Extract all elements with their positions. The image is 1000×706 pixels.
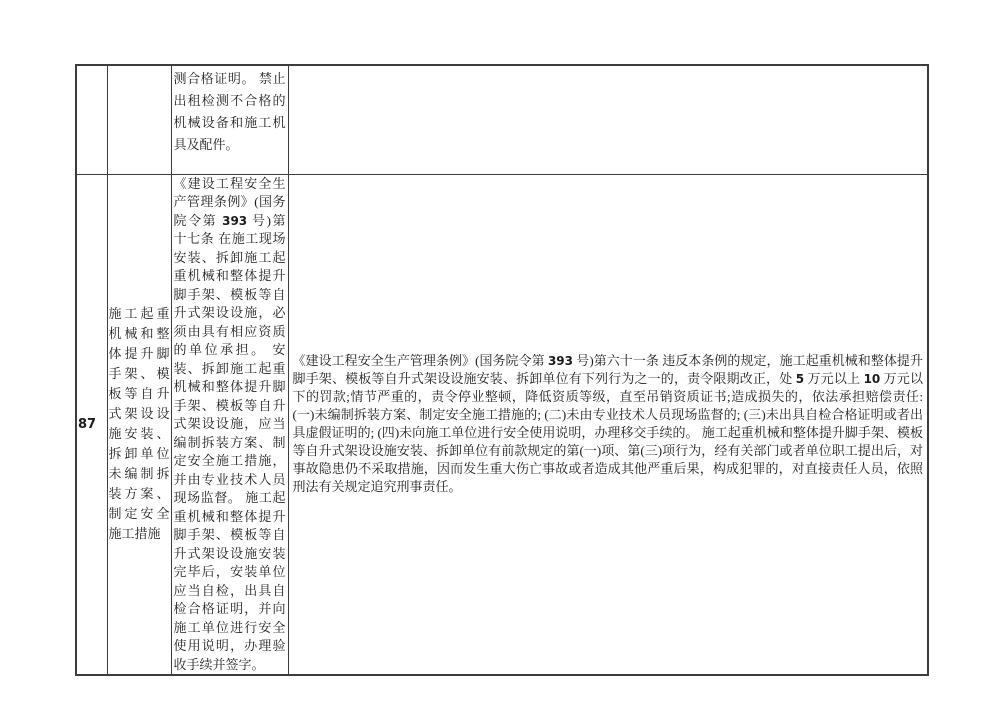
violation-cell bbox=[107, 65, 171, 174]
penalty-cell bbox=[288, 65, 928, 174]
regulation-table bbox=[75, 64, 929, 676]
row-number-cell bbox=[76, 65, 107, 174]
legal-basis-cell: 测合格证明。 禁止出租检测不合格的机械设备和施工机具及配件。 bbox=[171, 65, 288, 174]
legal-basis-cell: 《建设工程安全生产管理条例》(国务院令第 393 号)第十七条 在施工现场安装、拆卸施工起重机械和整体提升脚手架、模板等自升式架设设施，必须由具有相应资质的单位承担。 安装、拆卸施工起重机械和整体提升脚手架、模板等自升式架设设施，应当编制拆装方案、制定安全施工措施，并由专业技术人员现场监督。 施工起重机械和整体提升脚手架、模板等自升式架设设施安装完毕后，安装单位应当自检，出具自检合格证明，并向施工单位进行安全使用说明，办理验收手续并签字。 bbox=[171, 174, 288, 675]
violation-cell: 施工起重机械和整体提升脚手架、模板等自升式架设设施安装、拆卸单位未编制拆装方案、制定安全施工措施 bbox=[107, 174, 171, 675]
penalty-cell: 《建设工程安全生产管理条例》(国务院令第 393 号)第六十一条 违反本条例的规定，施工起重机械和整体提升脚手架、模板等自升式架设设施安装、拆卸单位有下列行为之一的，责令限期改正，处 5 万元以上 10 万元以下的罚款;情节严重的，责令停业整顿，降低资质等级，直至吊销资质证书;造成损失的，依法承担赔偿责任: (一)未编制拆装方案、制定安全施工措施的; (二)未由专业技术人员现场监督的; (三)未出具自检合格证明或者出具虚假证明的; (四)未向施工单位进行安全使用说明，办理移交手续的。 施工起重机械和整体提升脚手架、模板等自升式架设设施安装、拆卸单位有前款规定的第(一)项、第(三)项行为，经有关部门或者单位职工提出后，对事故隐患仍不采取措施，因而发生重大伤亡事故或者造成其他严重后果，构成犯罪的，对直接责任人员，依照刑法有关规定追究刑事责任。 bbox=[288, 174, 928, 675]
table-row-continuation bbox=[76, 65, 928, 174]
row-number-cell: 87 bbox=[76, 174, 107, 675]
table-row bbox=[76, 174, 928, 675]
